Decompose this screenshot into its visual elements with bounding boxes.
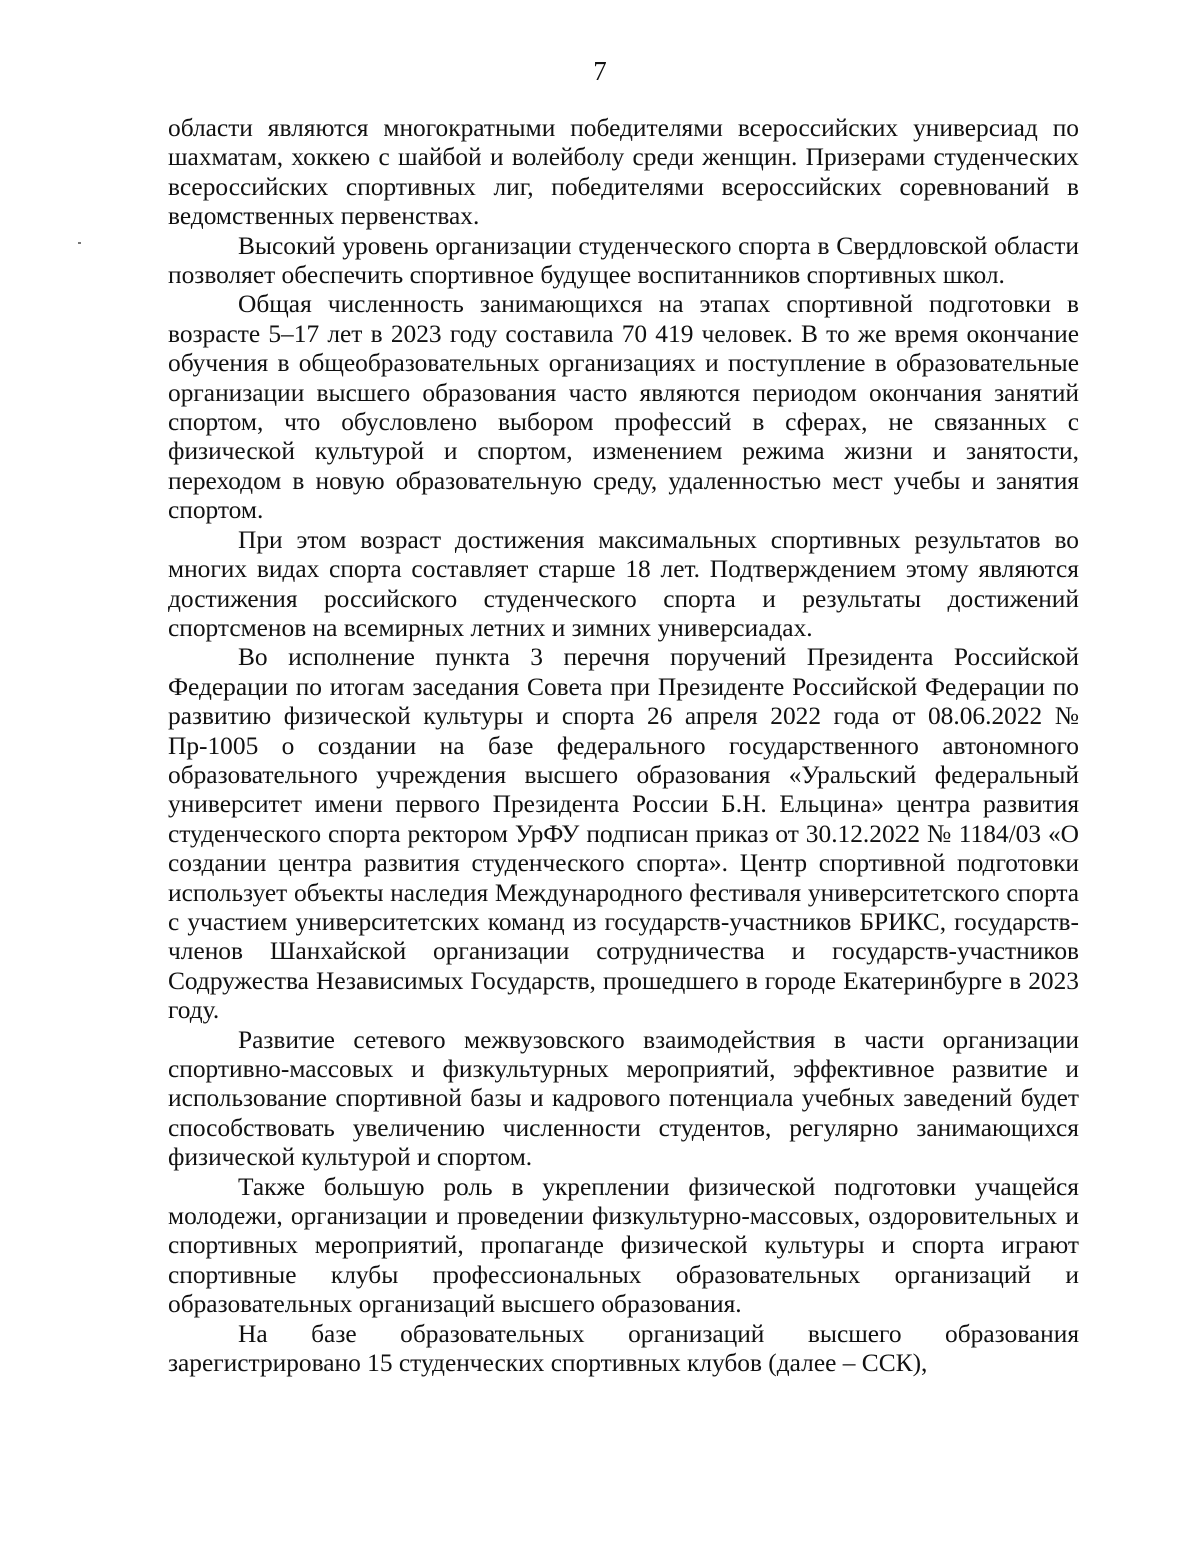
document-body — [168, 114, 1079, 1378]
paragraph-presidential-order: Во исполнение пункта 3 перечня поручений Президента Российской Федерации по итогам заседания Совета при Президенте Российской Федерации по развитию физической культуры и спорта 26 апреля 2022 года от 08.06.2022 № Пр-1005 о создании на базе федерального государственного автономного образовательного учреждения высшего образования «Уральский федеральный университет имени первого Президента России Б.Н. Ельцина» центра развития студенческого спорта ректором УрФУ подписан приказ от 30.12.2022 № 1184/03 «О создании центра развития студенческого спорта». Центр спортивной подготовки использует объекты наследия Международного фестиваля университетского спорта с участием университетских команд из государств-участников БРИКС, государств-членов Шанхайской организации сотрудничества и государств-участников Содружества Независимых Государств, прошедшего в городе Екатеринбурге в 2023 году. — [168, 643, 1079, 1025]
paragraph-registered-clubs: На базе образовательных организаций высшего образования зарегистрировано 15 студенческих спортивных клубов (далее – ССК), — [168, 1319, 1079, 1378]
paragraph-sport-clubs-role: Также большую роль в укреплении физической подготовки учащейся молодежи, организации и проведении физкультурно-массовых, оздоровительных и спортивных мероприятий, пропаганде физической культуры и спорта играют спортивные клубы профессиональных образовательных организаций и образовательных организаций высшего образования. — [168, 1172, 1079, 1319]
paragraph-participants-count: Общая численность занимающихся на этапах спортивной подготовки в возрасте 5–17 лет в 2023 году составила 70 419 человек. В то же время окончание обучения в общеобразовательных организациях и поступление в образовательные организации высшего образования часто являются периодом окончания занятий спортом, что обусловлено выбором профессий в сферах, не связанных с физической культурой и спортом, изменением режима жизни и занятости, переходом в новую образовательную среду, удаленностью мест учебы и занятия спортом. — [168, 290, 1079, 525]
scan-speck — [78, 242, 81, 244]
paragraph-peak-age: При этом возраст достижения максимальных спортивных результатов во многих видах спорта составляет старше 18 лет. Подтверждением этому являются достижения российского студенческого спорта и результаты достижений спортсменов на всемирных летних и зимних универсиадах. — [168, 525, 1079, 642]
page-number: 7 — [593, 56, 607, 86]
paragraph-student-sport-level: Высокий уровень организации студенческого спорта в Свердловской области позволяет обеспечить спортивное будущее воспитанников спортивных школ. — [168, 231, 1079, 290]
paragraph-continuation: области являются многократными победителями всероссийских универсиад по шахматам, хоккею с шайбой и волейболу среди женщин. Призерами студенческих всероссийских спортивных лиг, победителями всероссийских соревнований в ведомственных первенствах. — [168, 114, 1079, 231]
paragraph-network-cooperation: Развитие сетевого межвузовского взаимодействия в части организации спортивно-массовых и физкультурных мероприятий, эффективное развитие и использование спортивной базы и кадрового потенциала учебных заведений будет способствовать увеличению численности студентов, регулярно занимающихся физической культурой и спортом. — [168, 1025, 1079, 1172]
